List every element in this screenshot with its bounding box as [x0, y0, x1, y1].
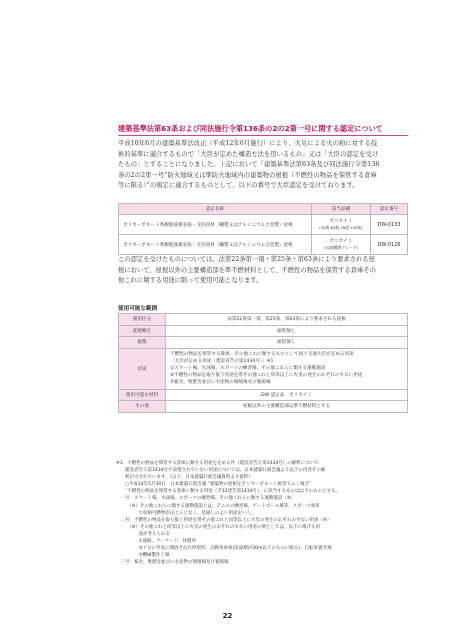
- intro-line: 術的基準に適合するもので「大臣が定めた構造方法を用いるもの」又は「大臣の認定を受け: [118, 150, 379, 158]
- usage-line: ［大臣が定める用途（建設省告示第1434号）］※1: [170, 358, 274, 364]
- row-label: 使用可能な材料: [119, 389, 166, 401]
- footnote-line: ①通路、アーケード、休憩所: [116, 539, 196, 545]
- note-line: 他これに類する用途に限って使用可能となります。: [118, 277, 263, 285]
- footnote-line: 建設省告示第1434号で表現されていない用途については、日本建築行政会議より以下の内容その解: [116, 468, 326, 474]
- intro-line: たもの」とすることになりました。上記において「建築基準法第63条及び同法施行令第136: [118, 161, 380, 169]
- section-heading: 建築基準法第63条および同法施行令第136条の2の2第一号に関する認定について: [118, 124, 408, 136]
- page-number: 22: [222, 612, 233, 620]
- row-value: 耐防無し: [166, 337, 408, 349]
- usage-line: ③畜舎、堆肥舎並びに水産物の増殖場及び養殖場: [170, 380, 271, 386]
- usage-line: 不燃性の物品を保管する倉庫、その他これに類するものとして国土交通大臣が定める用途: [170, 351, 354, 357]
- footnote-line: で収納可燃物がほとんどなく、見通しのよい用途をいう。: [116, 510, 256, 516]
- table-row: [119, 235, 408, 255]
- footnote-line: （※）その他これらに類する運動施設とは、テニスの練習場、ゲートボール場等、スポーツ専用: [116, 503, 320, 509]
- row-value: 耐防無し: [166, 325, 408, 337]
- footnote-line: ②十分に外気に開放された停留所、自動車車庫(床面積が30m以下のものに限る)、自転車置き場: [116, 546, 332, 552]
- product-variant: (32波難燃グレード): [323, 244, 359, 250]
- usage-table: [118, 313, 408, 413]
- cert-number: DW-0133: [371, 215, 408, 235]
- footnote-line: 途が考えられる: [116, 531, 170, 537]
- footnote-line: 一号：スケート場、水泳場、スポーツの練習場、その他これらに類する運動施設（※）: [116, 496, 296, 502]
- footnote-line: 「不燃性の物品を保管する倉庫に類する用途（平12建告第1434号）」に該当するものは以下のものとする。: [116, 489, 341, 495]
- footnote-line: 釈が示されています。（以下、日本建築行政会議資料より抜粋）: [116, 475, 253, 481]
- footnote-line: ③機械製作工場: [116, 553, 170, 559]
- footnote-line: ○平成14年5月30日 日本建築行政会議 “建築物の屋根をポリカーボネート板等でふく場合”: [116, 482, 312, 488]
- table-row: [119, 325, 408, 337]
- usage-title: 使用可能な範囲: [118, 306, 158, 312]
- table-row: [119, 348, 408, 389]
- footnote-line: 三号：畜舎、堆肥舎並びに水産物の増殖場及び養殖場: [116, 560, 229, 566]
- row-value: DW 認定品 ポリカナミ: [166, 389, 408, 401]
- row-label: 用途: [119, 348, 166, 389]
- footnote-line: 二号：不燃性の物品を取り扱う用途を帯その他これと同等以上に火災の発生のおそれの少ない用途（※）: [116, 517, 332, 523]
- product-name: ポリカナミ: [329, 238, 353, 244]
- footnote-line: （※）その他これと同等以上に火災の発生のおそれの少ない用途の例としては、以下に掲げる用: [116, 524, 321, 530]
- note-line: この認定を受けたものについては、法第22条第一項・第25条・第63条により要求される屋: [118, 256, 375, 263]
- intro-line: 平成10年6月の建築基準法改正（平成12年6月施行）により、火災による火の粉に対する技: [118, 140, 378, 147]
- cert-name: ポリカーボネート系樹脂波板表張・支持段材（鋼製又はアルミニウム合金製）屋根: [119, 235, 312, 255]
- row-value: 屋根以外の主要構造部は準不燃材料とする: [166, 401, 408, 413]
- row-value: 法第22条第一項、第25条、第63条により要求される屋根: [166, 314, 408, 326]
- product-name: ポリカナミ: [329, 218, 353, 224]
- row-label: 適用区分: [119, 314, 166, 326]
- cert-number: DW-0126: [371, 235, 408, 255]
- table-row: [119, 314, 408, 326]
- product-cell: [312, 235, 371, 255]
- note-line: 根において、屋根以外の主要構造部を準不燃材料として、不燃性の物品を保管する倉庫その: [118, 266, 376, 274]
- row-label: その他: [119, 401, 166, 413]
- table-row: [119, 401, 408, 413]
- header-product: 該当品種: [312, 204, 371, 215]
- table-row: [119, 337, 408, 349]
- note-paragraph: [118, 255, 408, 287]
- intro-line: 条の2の2第一号“防火地域又は準防火地域内の建築物の屋根（不燃性の物品を保管する倉庫: [118, 171, 377, 179]
- certification-table: [118, 203, 408, 255]
- intro-line: 等に限る）”の規定に適合するものとして、以下の番号で大臣認定を受けております。: [118, 182, 359, 190]
- product-variant: (32波,63波,76波,100波): [319, 224, 363, 230]
- header-cert-number: 認定番号: [371, 204, 408, 215]
- table-row: [119, 389, 408, 401]
- header-cert-name: 認定名称: [119, 204, 312, 215]
- usage-line: ①スケート場、水泳場、スポーツの練習場、その他これらに類する運動施設: [170, 365, 326, 371]
- usage-line: ②不燃性の物品を取り扱う用途を帯その他これと同等以上に火災の発生のおそれの少ない用途: [170, 373, 363, 379]
- footnote-line: ※1：不燃性の物品を保管する倉庫に類する用途を定める件（建設省告示第1434号）の解釈について: [116, 461, 319, 466]
- intro-paragraph: [118, 139, 408, 192]
- product-cell: [312, 215, 371, 235]
- row-value: [166, 348, 408, 389]
- table-row: [119, 215, 408, 235]
- cert-name: ポリカーボネート系樹脂波板表張・支持段材（鋼製又はアルミニウム合金製）屋根: [119, 215, 312, 235]
- row-label: 延焼概定: [119, 325, 166, 337]
- row-label: 規模: [119, 337, 166, 349]
- footnotes: [116, 460, 410, 566]
